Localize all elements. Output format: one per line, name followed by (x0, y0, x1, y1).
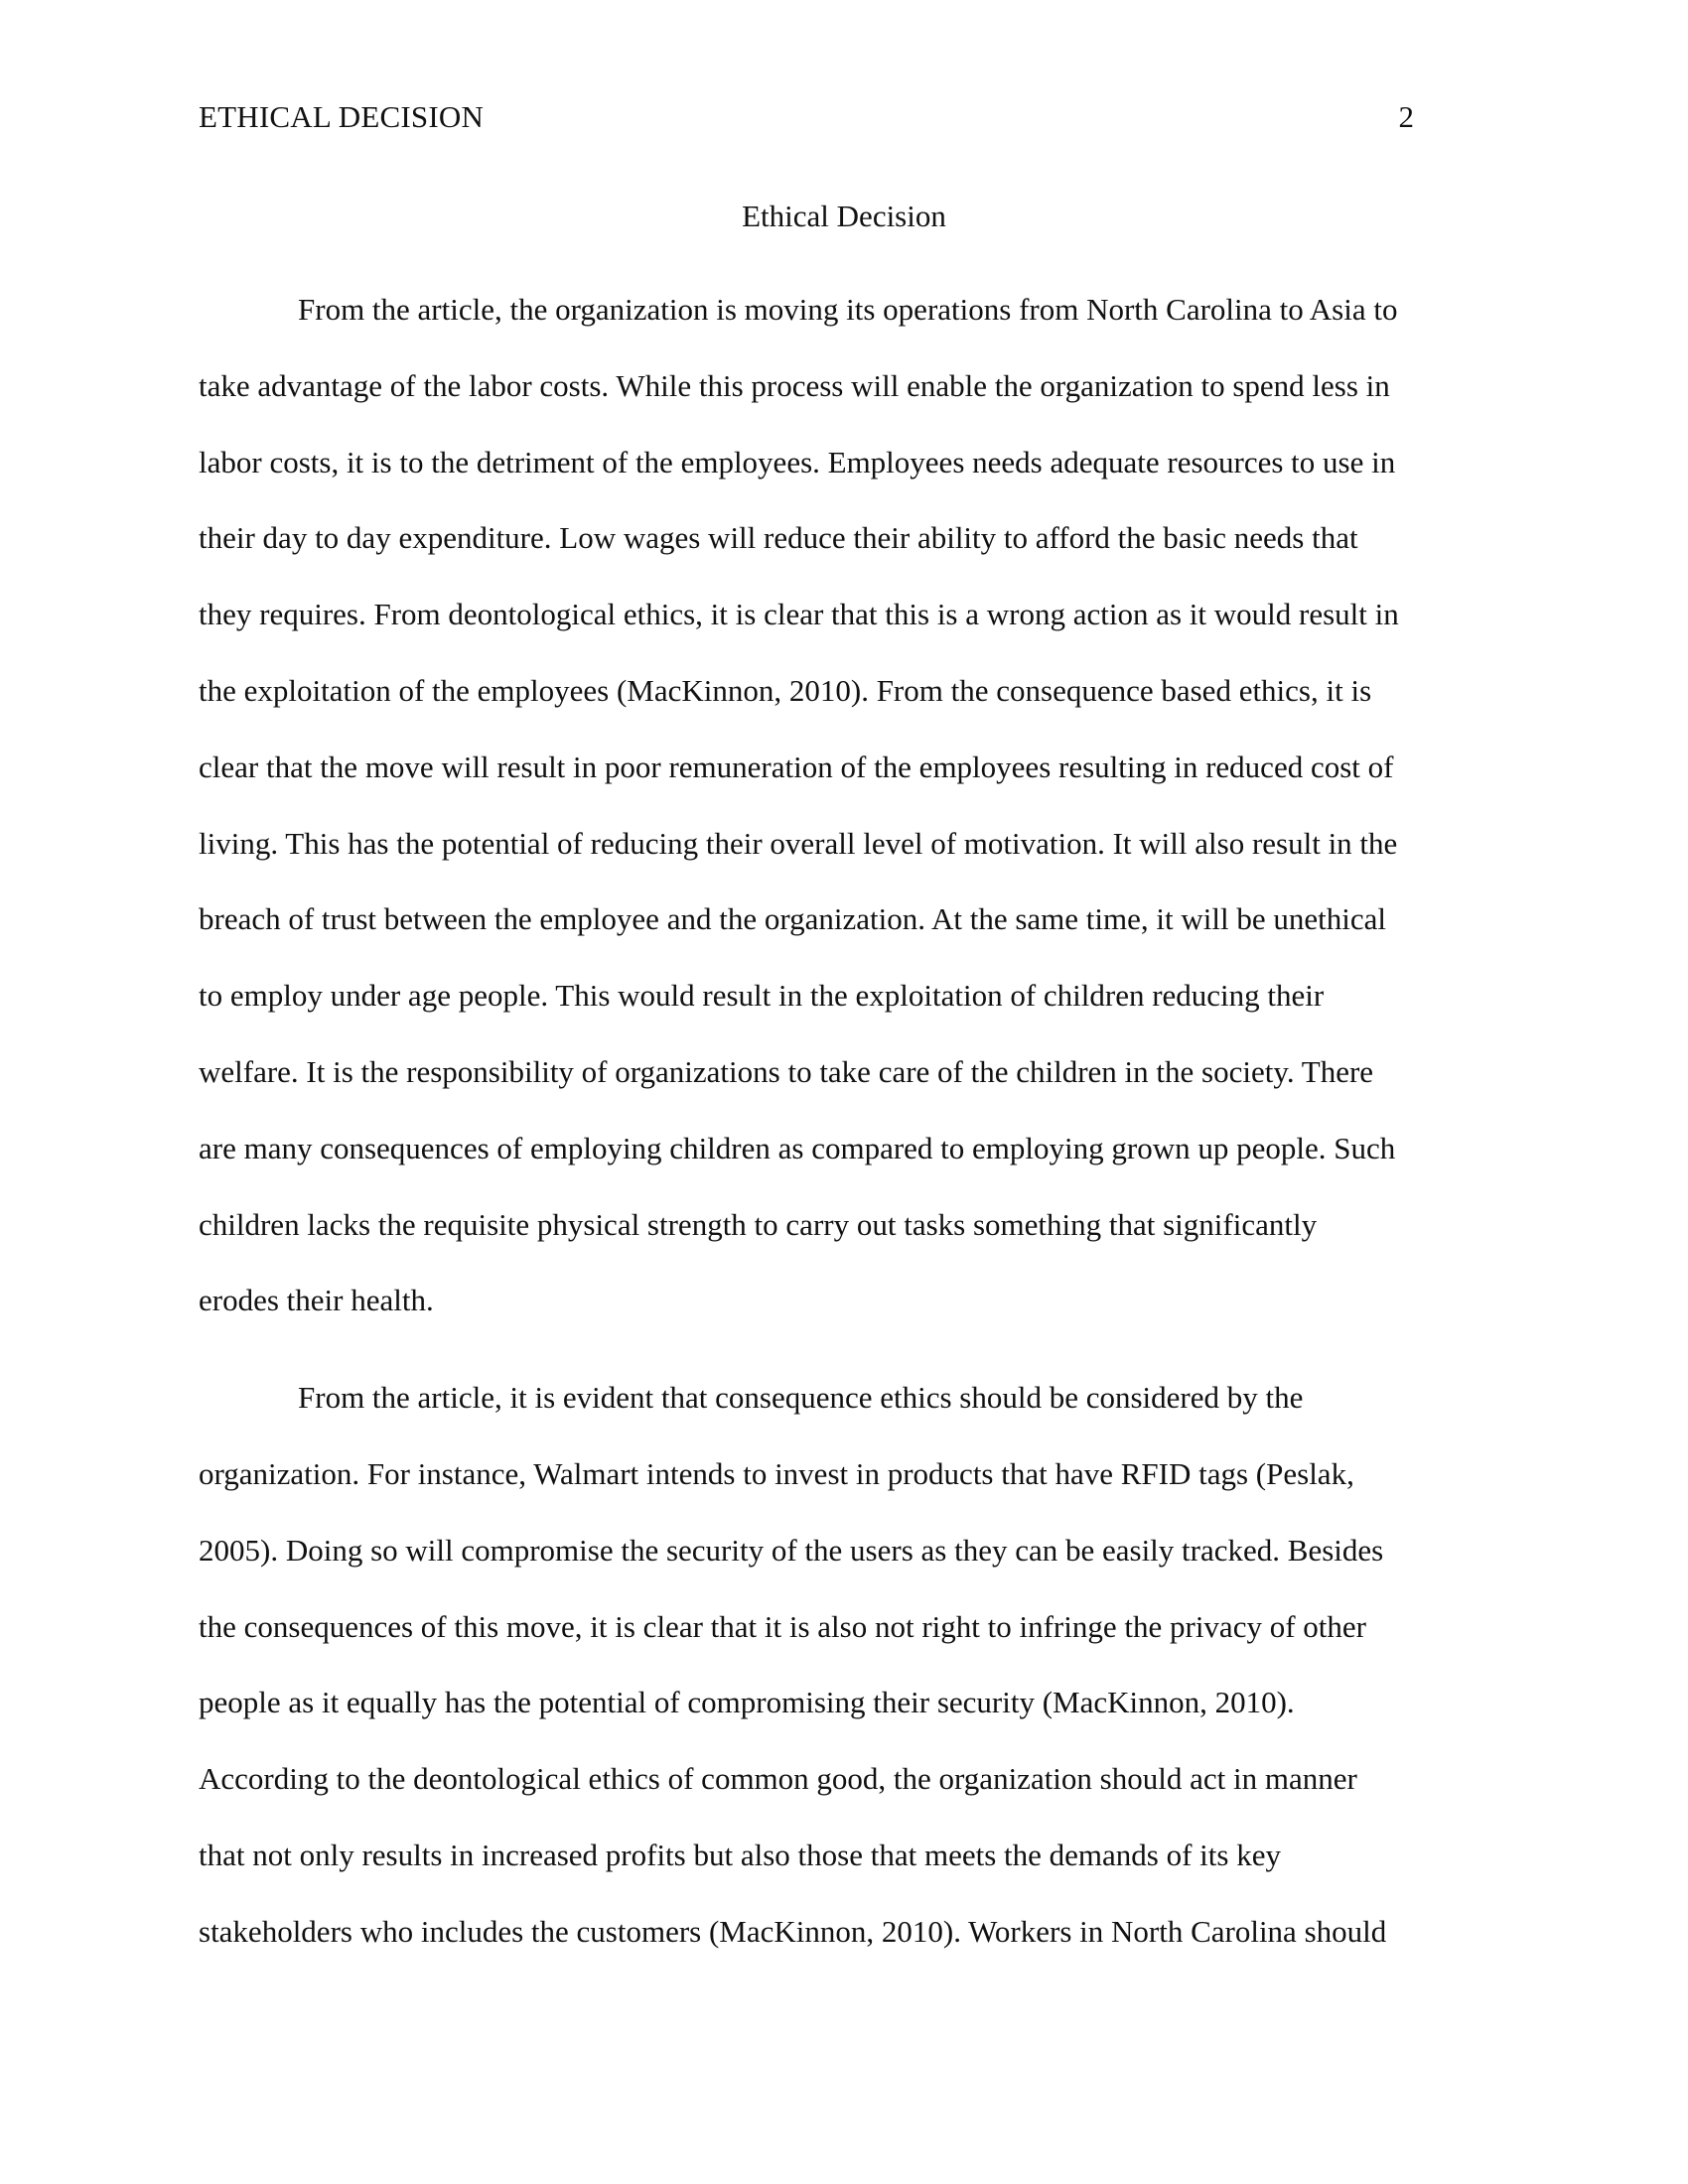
text-line: people as it equally has the potential of compromising their security (MacKinnon, 2010). (199, 1685, 1295, 1720)
text-line: the exploitation of the employees (MacKinnon, 2010). From the consequence based ethics, it is (199, 672, 1372, 708)
paragraph-gap (199, 1357, 1489, 1378)
text-line: their day to day expenditure. Low wages will reduce their ability to afford the basic needs that (199, 520, 1358, 556)
text-line: that not only results in increased profits but also those that meets the demands of its key (199, 1837, 1281, 1872)
text-line: the consequences of this move, it is clear that it is also not right to infringe the privacy of other (199, 1608, 1366, 1644)
text-line: are many consequences of employing children as compared to employing grown up people. Such (199, 1130, 1396, 1165)
text-line: erodes their health. (199, 1283, 434, 1318)
body-text (199, 290, 1489, 1988)
text-line: living. This has the potential of reducing their overall level of motivation. It will also result in the (199, 825, 1398, 861)
text-line: to employ under age people. This would result in the exploitation of children reducing their (199, 978, 1325, 1014)
text-line: From the article, it is evident that consequence ethics should be considered by the (298, 1380, 1304, 1416)
text-line: organization. For instance, Walmart intends to invest in products that have RFID tags (Peslak, (199, 1455, 1354, 1491)
text-line: stakeholders who includes the customers (MacKinnon, 2010). Workers in North Carolina should (199, 1913, 1387, 1949)
text-line: breach of trust between the employee and the organization. At the same time, it will be unethical (199, 901, 1386, 937)
text-line: take advantage of the labor costs. While this process will enable the organization to spend less in (199, 367, 1390, 403)
document-title: Ethical Decision (742, 199, 946, 233)
text-line: children lacks the requisite physical strength to carry out tasks something that significantly (199, 1206, 1318, 1242)
text-line: welfare. It is the responsibility of organizations to take care of the children in the society. There (199, 1053, 1374, 1089)
text-line: they requires. From deontological ethics, it is clear that this is a wrong action as it would result in (199, 597, 1399, 632)
text-line: From the article, the organization is moving its operations from North Carolina to Asia to (298, 292, 1398, 327)
text-line: 2005). Doing so will compromise the security of the users as they can be easily tracked. Besides (199, 1532, 1384, 1568)
page-number: 2 (1398, 99, 1414, 134)
paragraph-2 (199, 1378, 1489, 1987)
running-head: ETHICAL DECISION (199, 99, 485, 134)
text-line: labor costs, it is to the detriment of the employees. Employees needs adequate resources to use in (199, 444, 1396, 479)
text-line: According to the deontological ethics of common good, the organization should act in manner (199, 1761, 1357, 1797)
paragraph-1 (199, 290, 1489, 1357)
text-line: clear that the move will result in poor remuneration of the employees resulting in reduced cost of (199, 749, 1394, 784)
